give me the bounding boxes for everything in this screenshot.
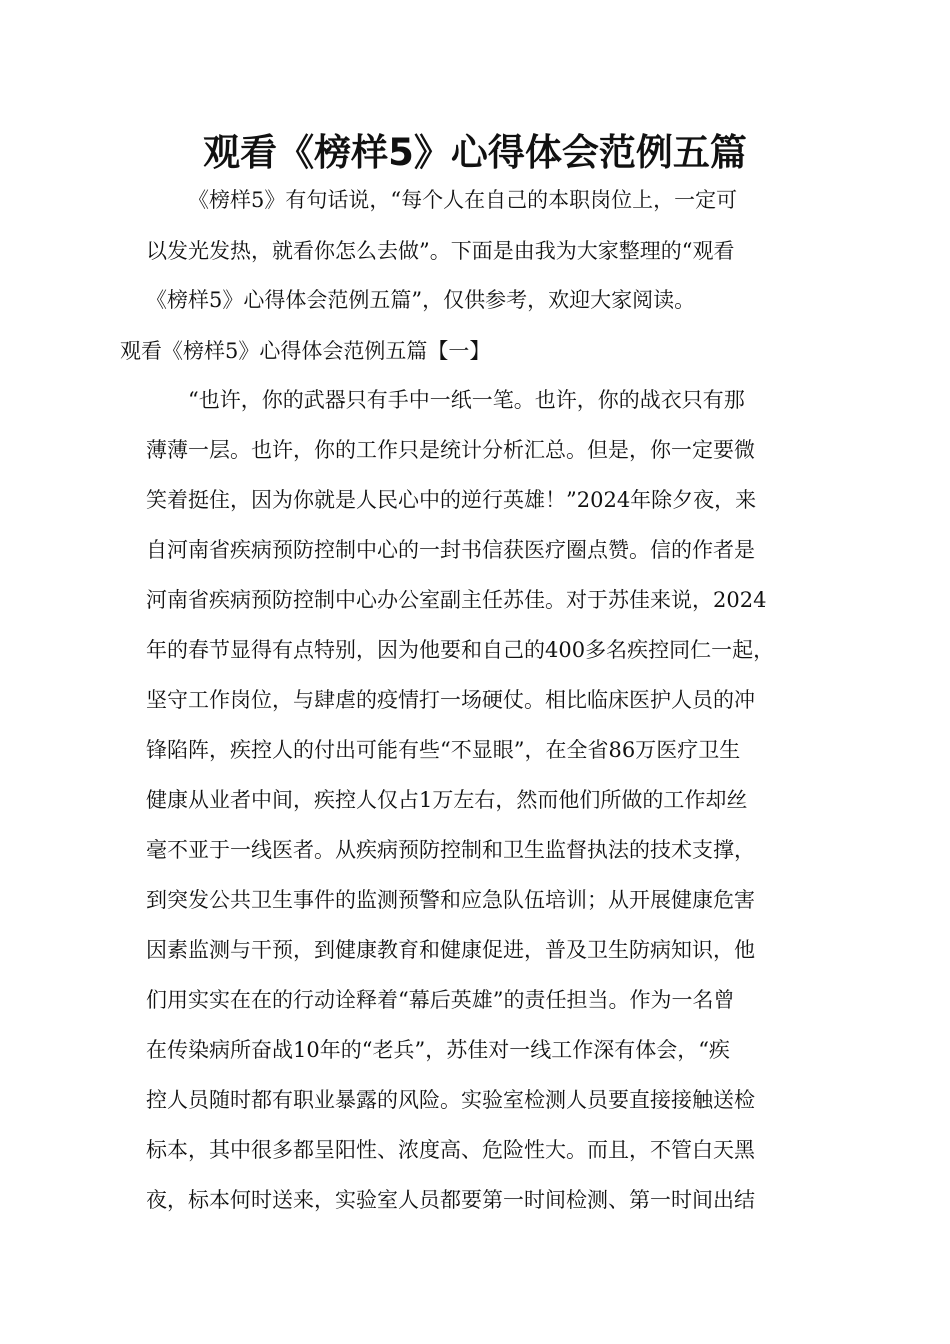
document-title: 观看《榜样5》心得体会范例五篇 bbox=[203, 131, 747, 174]
section-heading: 观看《榜样5》心得体会范例五篇【一】 bbox=[120, 339, 491, 363]
body-line: 夜，标本何时送来，实验室人员都要第一时间检测、第一时间出结 bbox=[146, 1188, 755, 1212]
body-line: 薄薄一层。也许，你的工作只是统计分析汇总。但是，你一定要微 bbox=[146, 438, 755, 462]
intro-line: 《榜样5》有句话说，“每个人在自己的本职岗位上，一定可 bbox=[188, 188, 738, 212]
body-line: 到突发公共卫生事件的监测预警和应急队伍培训；从开展健康危害 bbox=[146, 888, 755, 912]
body-line: 毫不亚于一线医者。从疾病预防控制和卫生监督执法的技术支撑， bbox=[146, 838, 755, 862]
body-line: 控人员随时都有职业暴露的风险。实验室检测人员要直接接触送检 bbox=[146, 1088, 755, 1112]
body-line: 健康从业者中间，疾控人仅占1万左右，然而他们所做的工作却丝 bbox=[146, 788, 748, 812]
body-line: “也许，你的武器只有手中一纸一笔。也许，你的战衣只有那 bbox=[188, 388, 745, 412]
body-line: 笑着挺住，因为你就是人民心中的逆行英雄！”2024年除夕夜，来 bbox=[146, 488, 757, 512]
body-line: 锋陷阵，疾控人的付出可能有些“不显眼”，在全省86万医疗卫生 bbox=[146, 738, 741, 762]
body-line: 们用实实在在的行动诠释着“幕后英雄”的责任担当。作为一名曾 bbox=[146, 988, 735, 1012]
body-line: 河南省疾病预防控制中心办公室副主任苏佳。对于苏佳来说，2024 bbox=[146, 588, 767, 612]
body-line: 标本，其中很多都呈阳性、浓度高、危险性大。而且，不管白天黑 bbox=[146, 1138, 755, 1162]
intro-line: 《榜样5》心得体会范例五篇”，仅供参考，欢迎大家阅读。 bbox=[146, 288, 696, 312]
body-line: 坚守工作岗位，与肆虐的疫情打一场硬仗。相比临床医护人员的冲 bbox=[146, 688, 755, 712]
body-line: 在传染病所奋战10年的“老兵”，苏佳对一线工作深有体会，“疾 bbox=[146, 1038, 730, 1062]
body-line: 年的春节显得有点特别，因为他要和自己的400多名疾控同仁一起， bbox=[146, 638, 775, 662]
body-line: 自河南省疾病预防控制中心的一封书信获医疗圈点赞。信的作者是 bbox=[146, 538, 755, 562]
intro-line: 以发光发热，就看你怎么去做”。下面是由我为大家整理的“观看 bbox=[146, 239, 735, 263]
body-line: 因素监测与干预，到健康教育和健康促进，普及卫生防病知识，他 bbox=[146, 938, 755, 962]
